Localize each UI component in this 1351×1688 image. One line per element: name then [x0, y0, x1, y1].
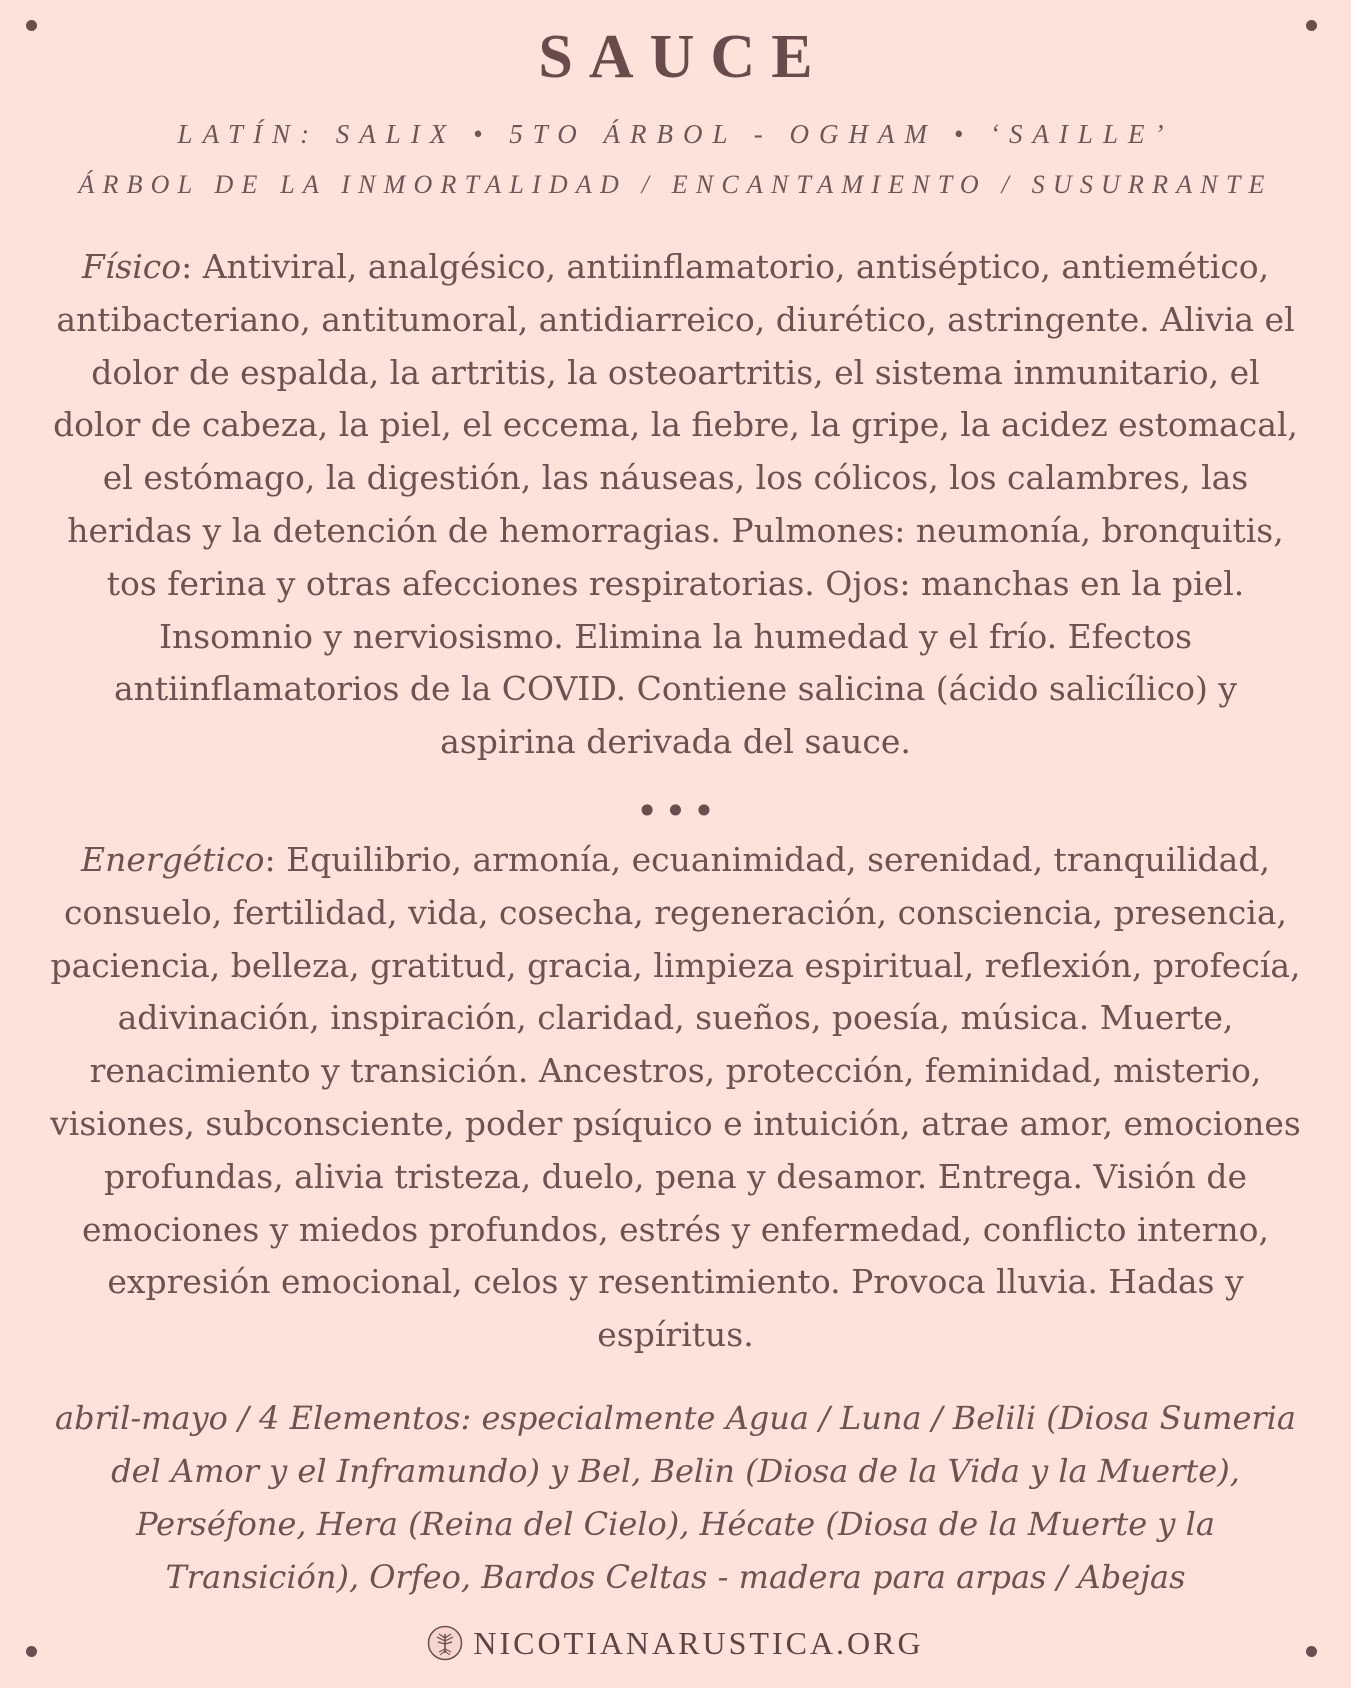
physical-text: : Antiviral, analgésico, antiinflamatorio, antiséptico, antiemético, antibacteriano, antitumoral, antidiarreico, diurético, astringente. Alivia el dolor de espalda, la artritis, la osteoartritis, el sistema inmunitario, el dolor de cabeza, la piel, el eccema, la fiebre, la gripe, la acidez estomacal, el estómago, la digestión, las náuseas, los cólicos, los calambres, las heridas y la detención de hemorragias. Pulmones: neumonía, bronquitis, tos ferina y otras afecciones respiratorias. Ojos: manchas en la piel. Insomnio y nerviosismo. Elimina la humedad y el frío. Efectos antiinflamatorios de la COVID. Contiene salicina (ácido salicílico) y aspirina derivada del sauce. [53, 247, 1298, 762]
physical-label: Físico [81, 247, 182, 286]
footer [0, 1625, 1351, 1661]
page-title: SAUCE [538, 23, 829, 91]
energetic-text: : Equilibrio, armonía, ecuanimidad, serenidad, tranquilidad, consuelo, fertilidad, vida, cosecha, regeneración, consciencia, presencia, paciencia, belleza, gratitud, gracia, limpieza espiritual, reflexión, profecía, adivinación, inspiración, claridad, sueños, poesía, música. Muerte, renacimiento y transición. Ancestros, protección, feminidad, misterio, visiones, subconsciente, poder psíquico e intuición, atrae amor, emociones profundas, alivia tristeza, duelo, pena y desamor. Entrega. Visión de emociones y miedos profundos, estrés y enfermedad, conflicto interno, expresión emocional, celos y resentimiento. Provoca lluvia. Hadas y espíritus. [50, 840, 1301, 1355]
energetic-properties-paragraph [50, 834, 1301, 1362]
tree-logo-icon [427, 1625, 463, 1661]
physical-properties-paragraph [50, 241, 1301, 769]
website-url: NICOTIANARUSTICA.ORG [473, 1625, 924, 1661]
energetic-label: Energético [81, 840, 265, 879]
correspondences-paragraph: abril-mayo / 4 Elementos: especialmente Agua / Luna / Belili (Diosa Sumeria del Amor y el Inframundo) y Bel, Belin (Diosa de la Vida y la Muerte), Perséfone, Hera (Reina del Cielo), Hécate (Diosa de la Muerte y la Transición), Orfeo, Bardos Celtas - madera para arpas / Abejas [55, 1399, 1296, 1596]
subtitle-tree-epithets: ÁRBOL DE LA INMORTALIDAD / ENCANTAMIENTO / SUSURRANTE [78, 170, 1273, 199]
section-separator: ••• [635, 789, 722, 833]
subtitle-latin-name: LATÍN: SALIX • 5TO ÁRBOL - OGHAM • ‘SAILLE’ [177, 119, 1174, 149]
